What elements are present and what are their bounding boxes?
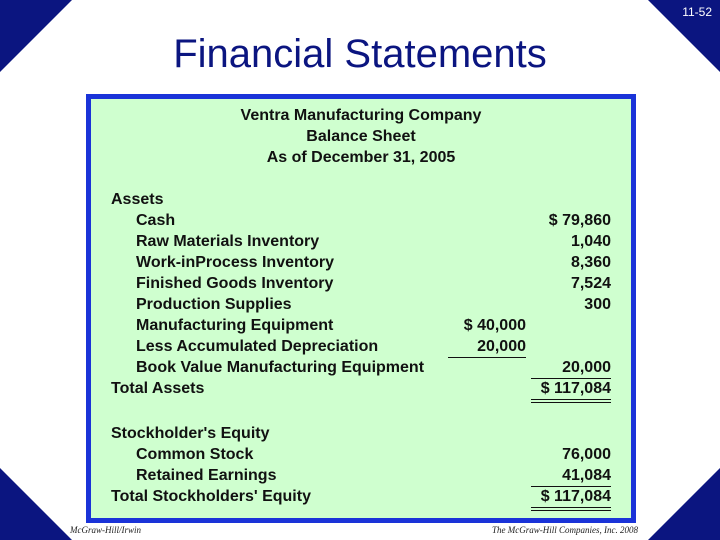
- row-inner-value: 20,000: [477, 338, 526, 355]
- corner-decoration-bottom-right: [648, 468, 720, 540]
- footer-copyright: The McGraw-Hill Companies, Inc. 2008: [492, 525, 638, 535]
- equity-double-rule-2: [531, 510, 611, 511]
- total-equity-label: Total Stockholders' Equity: [111, 488, 311, 505]
- row-label: Book Value Manufacturing Equipment: [136, 359, 425, 376]
- double-rule-1: [531, 399, 611, 400]
- row-label: Less Accumulated Depreciation: [136, 338, 379, 355]
- row-value: 300: [584, 296, 611, 313]
- row-label: Finished Goods Inventory: [136, 275, 334, 292]
- row-value: 7,524: [570, 275, 611, 292]
- corner-decoration-bottom-left: [0, 468, 72, 540]
- footer-publisher: McGraw-Hill/Irwin: [70, 525, 141, 535]
- statement-name: Balance Sheet: [306, 128, 416, 145]
- row-label: Raw Materials Inventory: [136, 233, 320, 250]
- balance-sheet-panel: [86, 94, 636, 523]
- row-label: Work-inProcess Inventory: [136, 254, 334, 271]
- row-value: 76,000: [562, 446, 611, 463]
- row-label: Manufacturing Equipment: [136, 317, 334, 334]
- subtotal-rule: [448, 357, 526, 358]
- row-label: Retained Earnings: [136, 467, 277, 484]
- assets-heading: [111, 190, 163, 210]
- total-equity-value: $ 117,084: [540, 488, 611, 505]
- row-label: Common Stock: [136, 446, 254, 463]
- row-label: Production Supplies: [136, 296, 292, 313]
- row-inner-value: $ 40,000: [463, 317, 526, 334]
- total-assets-value: $ 117,084: [540, 380, 611, 397]
- row-value: 20,000: [562, 359, 611, 376]
- row-label: Cash: [136, 212, 176, 229]
- row-value: $ 79,860: [548, 212, 611, 229]
- row-value: 1,040: [570, 233, 611, 250]
- row-value: 41,084: [562, 467, 611, 484]
- equity-heading: [111, 424, 270, 444]
- slide-title: Financial Statements: [173, 32, 547, 76]
- total-assets-label: Total Assets: [111, 380, 205, 397]
- row-value: 8,360: [570, 254, 611, 271]
- assets-heading-label: Assets: [111, 191, 164, 208]
- slide-number: 11-52: [682, 5, 712, 19]
- equity-heading-label: Stockholder's Equity: [111, 425, 270, 442]
- equity-double-rule-1: [531, 507, 611, 508]
- statement-header: [91, 105, 631, 168]
- statement-date: As of December 31, 2005: [266, 149, 456, 166]
- company-name: Ventra Manufacturing Company: [240, 107, 482, 124]
- double-rule-2: [531, 402, 611, 403]
